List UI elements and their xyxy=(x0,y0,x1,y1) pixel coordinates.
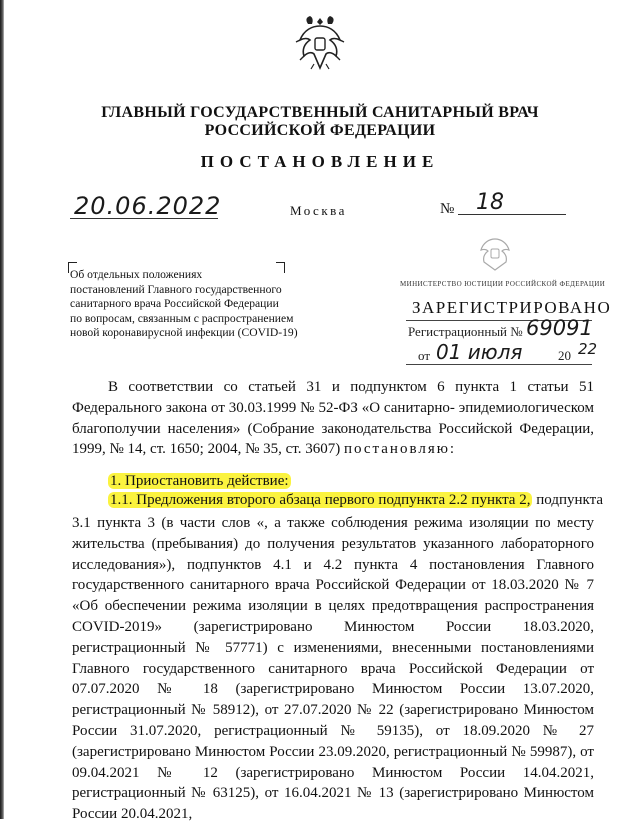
item-1-1-number: 1.1. xyxy=(110,492,133,508)
item-1-1-continuation: 3.1 пункта 3 (в части слов «, а также соблюдения режима изоляции по месту жительства (пребывания) до получения результатов указанного лабораторного исследования»), подпунктов 4.1 и 4.2 пункта 4 постановления Главного государственного санитарного врача Российской Федерации от 18.03.2020 № 7 «Об обеспечении режима изоляции в целях предотвращения распространения COVID-2019» (зарегистрировано Минюстом России 18.03.2020, регистрационный № 57771) с изменениями, внесенными постановлениями Главного государственного санитарного врача Российской Федерации от 07.07.2020 № 18 (зарегистрировано Минюстом России 13.07.2020, регистрационный № 58912), от 27.07.2020 № 22 (зарегистрировано Минюстом России 31.07.2020, регистрационный № 59135), от 18.09.2020 № 27 (зарегистрировано Минюстом России 23.09.2020, регистрационный № 59987), от 09.04.2021 № 12 (зарегистрировано Минюстом России 14.04.2021, регистрационный № 63125), от 16.04.2021 № 13 (зарегистрировано Минюстом России 20.04.2021, xyxy=(72,515,594,823)
item-1-1-highlighted-text: Предложения второго абзаца первого подпункта 2.2 пункта 2, xyxy=(136,492,531,508)
item-1-number: 1. xyxy=(110,473,122,489)
stamp-date-prefix: от xyxy=(418,348,431,363)
stamp-rule-bottom xyxy=(406,364,592,365)
stamp-reg-number: 69091 xyxy=(526,316,593,340)
item-1-1 xyxy=(108,492,603,509)
coat-of-arms-icon xyxy=(294,14,346,72)
number-underline xyxy=(458,214,566,215)
subject-line: постановлений Главного государственного xyxy=(70,282,282,296)
date-underline xyxy=(70,218,218,219)
stamp-reg-label: Регистрационный № xyxy=(408,324,523,339)
handwritten-number: 18 xyxy=(476,190,504,215)
document-subject xyxy=(70,268,330,341)
stamp-year: 22 xyxy=(578,340,598,358)
preamble-text: В соответствии со статьей 31 и подпунктом 6 пункта 1 статьи 51 Федерального закона от 30.03.1999 № 52-ФЗ «О санитарно- эпидемиологическом благополучии населения» (Собрание законодательства Российской Федерации, 1999, № 14, ст. 1650; 2004, № 35, ст. 3607) xyxy=(72,379,594,458)
subject-line: новой коронавирусной инфекции (COVID-19) xyxy=(70,326,298,340)
issuer-title: ГЛАВНЫЙ ГОСУДАРСТВЕННЫЙ САНИТАРНЫЙ ВРАЧ xyxy=(101,104,539,121)
stamp-date: 01 июля xyxy=(436,340,523,364)
stamp-year-prefix: 20 xyxy=(558,348,571,363)
issuer-title-country: РОССИЙСКОЙ ФЕДЕРАЦИИ xyxy=(204,122,436,139)
handwritten-date: 20.06.2022 xyxy=(74,192,222,220)
stamp-emblem-icon xyxy=(478,236,512,272)
item-1-1-highlight xyxy=(108,492,532,508)
postanovlyayu: постановляю: xyxy=(343,441,457,458)
stamp-registered: ЗАРЕГИСТРИРОВАНО xyxy=(412,298,612,317)
subject-line: по вопросам, связанным с распространением xyxy=(70,311,294,325)
registration-stamp xyxy=(392,236,612,370)
subject-line: санитарного врача Российской Федерации xyxy=(70,297,279,311)
preamble-paragraph xyxy=(72,377,594,460)
subject-line: Об отдельных положениях xyxy=(70,268,203,281)
item-1-text: Приостановить действие: xyxy=(125,473,289,489)
item-1-1-text-after: подпункта xyxy=(532,492,603,508)
item-1-highlight xyxy=(108,473,291,489)
document-type: ПОСТАНОВЛЕНИЕ xyxy=(200,152,440,171)
stamp-ministry: МИНИСТЕРСТВО ЮСТИЦИИ РОССИЙСКОЙ ФЕДЕРАЦИИ xyxy=(400,280,606,288)
item-1 xyxy=(108,473,291,490)
city: Москва xyxy=(290,203,347,218)
number-sign: № xyxy=(440,201,455,217)
